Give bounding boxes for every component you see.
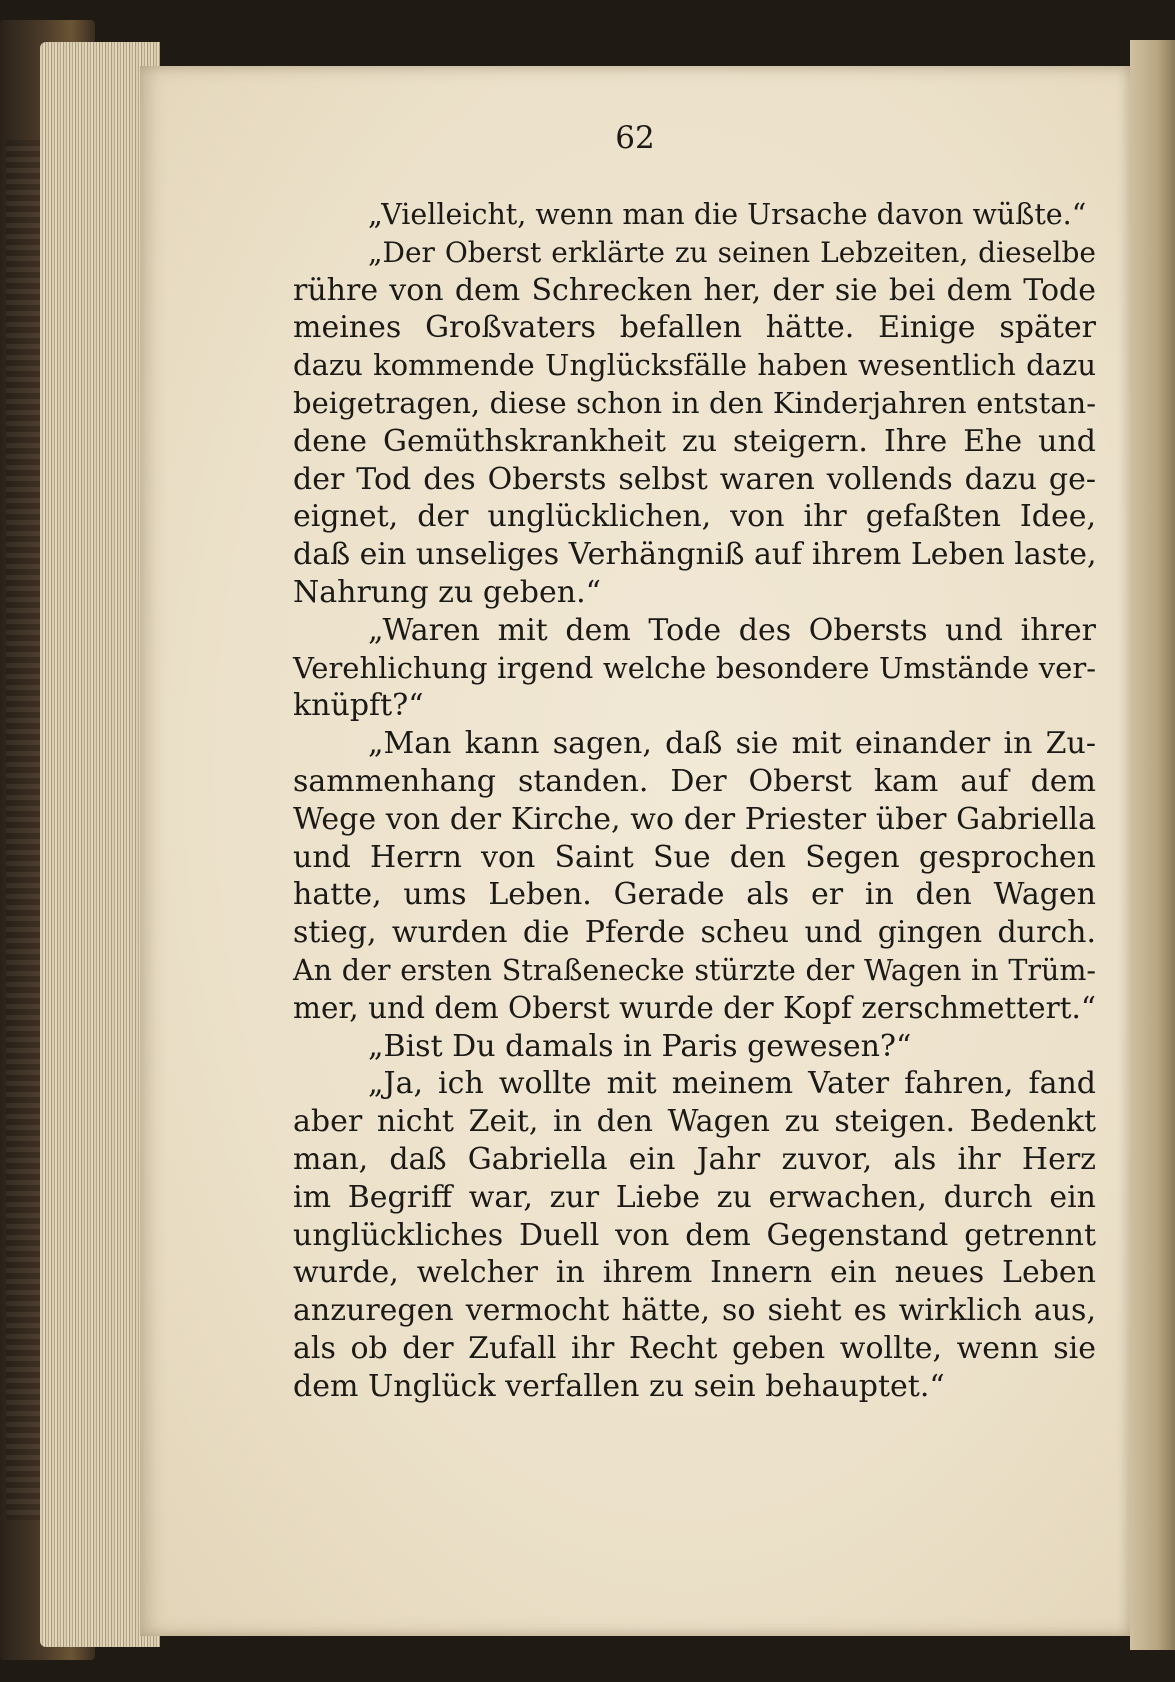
text-line: „Bist Du damals in Paris gewesen?“ xyxy=(368,1028,912,1064)
text-line: anzuregen vermocht hätte, so sieht es wirklich aus, xyxy=(293,1293,1096,1329)
text-line: eignet, der unglücklichen, von ihr gefaßten Idee, xyxy=(293,499,1096,535)
page-body-text xyxy=(293,196,1096,1406)
facing-page-edge xyxy=(1130,40,1175,1650)
text-line: als ob der Zufall ihr Recht geben wollte, wenn sie xyxy=(293,1330,1096,1366)
text-line: An der ersten Straßenecke stürzte der Wagen in Trüm- xyxy=(293,953,1096,987)
text-line: rühre von dem Schrecken her, der sie bei dem Tode xyxy=(293,272,1096,308)
text-line: sammenhang standen. Der Oberst kam auf dem xyxy=(293,763,1096,799)
text-line: stieg, wurden die Pferde scheu und gingen durch. xyxy=(293,915,1096,951)
text-line: unglückliches Duell von dem Gegenstand getrennt xyxy=(293,1217,1096,1253)
text-line: dem Unglück verfallen zu sein behauptet.“ xyxy=(293,1368,945,1404)
text-line: „Ja, ich wollte mit meinem Vater fahren, fand xyxy=(368,1066,1096,1102)
text-line: „Man kann sagen, daß sie mit einander in Zu- xyxy=(368,726,1096,762)
text-line: hatte, ums Leben. Gerade als er in den Wagen xyxy=(293,877,1096,913)
text-line: Verehlichung irgend welche besondere Umstände ver- xyxy=(293,650,1096,685)
text-line: „Vielleicht, wenn man die Ursache davon wüßte.“ xyxy=(368,198,1087,231)
page-number: 62 xyxy=(615,120,655,156)
text-line: meines Großvaters befallen hätte. Einige später xyxy=(293,310,1096,346)
text-line: und Herrn von Saint Sue den Segen gesprochen xyxy=(293,839,1096,875)
text-line: dazu kommende Unglücksfälle haben wesentlich dazu xyxy=(293,348,1096,383)
text-line: wurde, welcher in ihrem Innern ein neues Leben xyxy=(293,1255,1096,1291)
text-line: daß ein unseliges Verhängniß auf ihrem Leben laste, xyxy=(293,537,1097,573)
text-line: im Begriff war, zur Liebe zu erwachen, durch ein xyxy=(293,1179,1096,1215)
text-line: mer, und dem Oberst wurde der Kopf zerschmettert.“ xyxy=(293,990,1096,1025)
text-line: Wege von der Kirche, wo der Priester über Gabriella xyxy=(293,801,1096,837)
text-line: der Tod des Obersts selbst waren vollends dazu ge- xyxy=(293,461,1096,497)
text-line: Nahrung zu geben.“ xyxy=(293,574,601,610)
text-line: beigetragen, diese schon in den Kinderjahren entstan- xyxy=(293,385,1096,420)
text-line: „Waren mit dem Tode des Obersts und ihrer xyxy=(368,612,1096,648)
text-line: knüpft?“ xyxy=(293,688,424,724)
text-line: dene Gemüthskrankheit zu steigern. Ihre Ehe und xyxy=(293,423,1096,459)
text-line: aber nicht Zeit, in den Wagen zu steigen. Bedenkt xyxy=(293,1104,1096,1140)
text-line: man, daß Gabriella ein Jahr zuvor, als ihr Herz xyxy=(293,1141,1096,1177)
text-line: „Der Oberst erklärte zu seinen Lebzeiten, dieselbe xyxy=(368,235,1096,269)
